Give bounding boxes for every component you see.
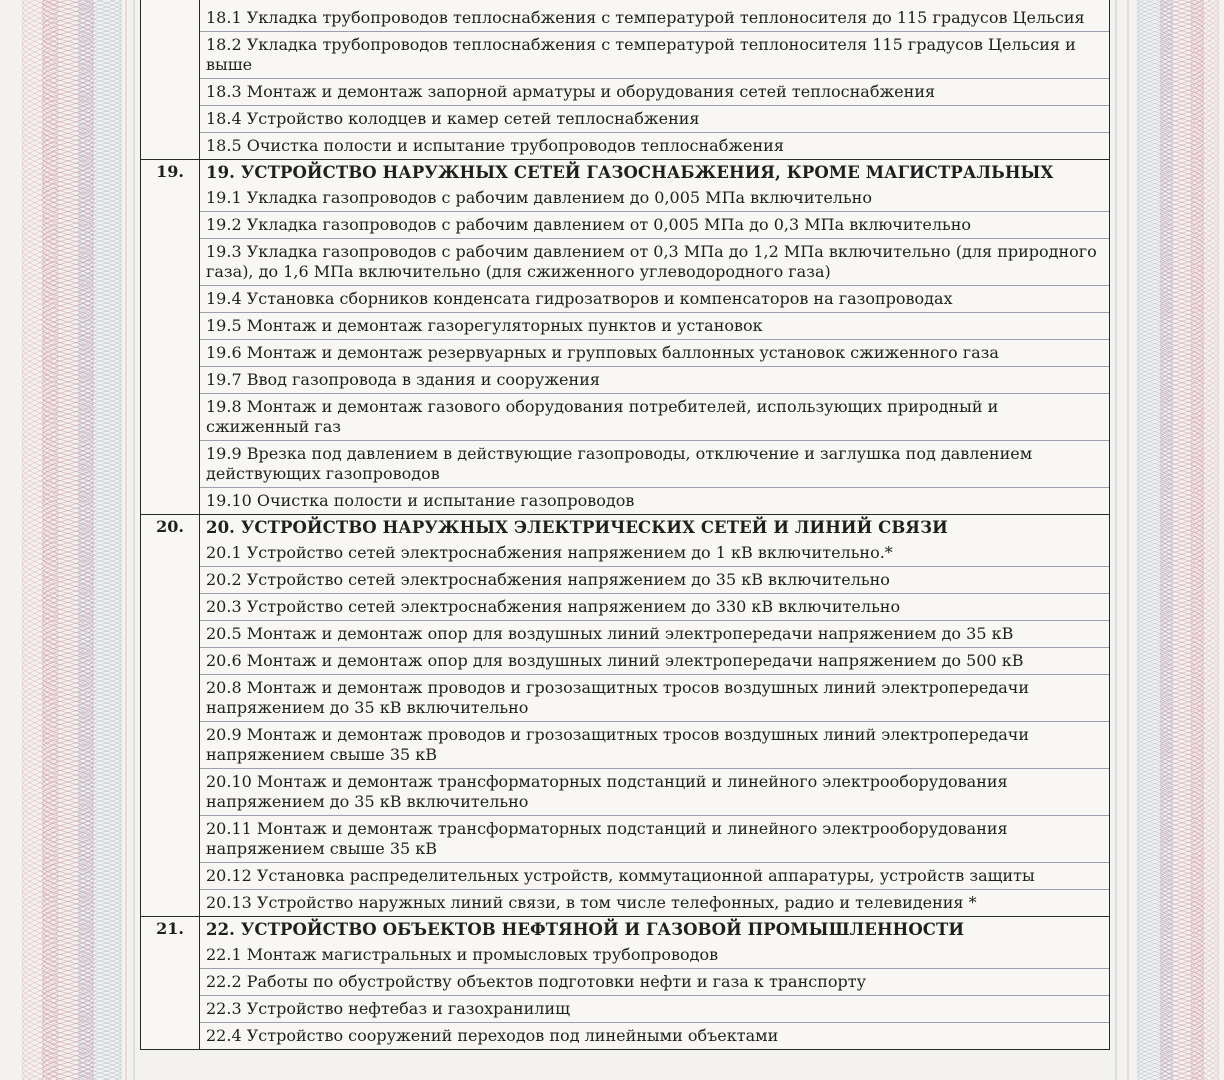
work-item: 22.3 Устройство нефтебаз и газохранилищ: [200, 995, 1109, 1022]
section-content-cell: [200, 917, 1110, 1050]
work-item: 19.2 Укладка газопроводов с рабочим давлением от 0,005 МПа до 0,3 МПа включительно: [200, 211, 1109, 238]
work-item: 19.1 Укладка газопроводов с рабочим давлением до 0,005 МПа включительно: [206, 188, 872, 207]
work-item: 20.10 Монтаж и демонтаж трансформаторных подстанций и линейного электрооборудования напряжением до 35 кВ включительно: [200, 768, 1109, 815]
work-item: 19.3 Укладка газопроводов с рабочим давлением от 0,3 МПа до 1,2 МПа включительно (для природного газа), до 1,6 МПа включительно (для сжиженного углеводородного газа): [200, 238, 1109, 285]
work-item: 18.2 Укладка трубопроводов теплоснабжения с температурой теплоносителя 115 градусов Цельсия и выше: [200, 31, 1109, 78]
work-item: 19.4 Установка сборников конденсата гидрозатворов и компенсаторов на газопроводах: [200, 285, 1109, 312]
section-title: 22. УСТРОЙСТВО ОБЪЕКТОВ НЕФТЯНОЙ И ГАЗОВОЙ ПРОМЫШЛЕННОСТИ: [206, 920, 965, 939]
work-item: 19.5 Монтаж и демонтаж газорегуляторных пунктов и установок: [200, 312, 1109, 339]
section-number: 19.: [156, 162, 184, 181]
section-content-cell: [200, 515, 1110, 917]
work-item: 19.7 Ввод газопровода в здания и сооружения: [200, 366, 1109, 393]
work-item: 20.8 Монтаж и демонтаж проводов и грозозащитных тросов воздушных линий электропередачи напряжением до 35 кВ включительно: [200, 674, 1109, 721]
section-title: 19. УСТРОЙСТВО НАРУЖНЫХ СЕТЕЙ ГАЗОСНАБЖЕНИЯ, КРОМЕ МАГИСТРАЛЬНЫХ: [206, 163, 1054, 182]
section-content-cell: [200, 0, 1110, 160]
work-item: 19.8 Монтаж и демонтаж газового оборудования потребителей, использующих природный и сжиженный газ: [200, 393, 1109, 440]
work-item: 20.11 Монтаж и демонтаж трансформаторных подстанций и линейного электрооборудования напряжением свыше 35 кВ: [200, 815, 1109, 862]
work-item: 18.3 Монтаж и демонтаж запорной арматуры и оборудования сетей теплоснабжения: [200, 78, 1109, 105]
section-number-cell: [141, 515, 200, 917]
work-item: 18.1 Укладка трубопроводов теплоснабжения с температурой теплоносителя до 115 градусов Цельсия: [206, 8, 1085, 27]
work-item: 18.4 Устройство колодцев и камер сетей теплоснабжения: [200, 105, 1109, 132]
section-number: 21.: [156, 919, 184, 938]
work-item: 20.12 Установка распределительных устройств, коммутационной аппаратуры, устройств защиты: [200, 862, 1109, 889]
section-number-cell: [141, 917, 200, 1050]
section-item-list: [200, 5, 1109, 159]
section-row: [141, 160, 1110, 515]
work-item: 20.3 Устройство сетей электроснабжения напряжением до 330 кВ включительно: [200, 593, 1109, 620]
work-item: 18.5 Очистка полости и испытание трубопроводов теплоснабжения: [200, 132, 1109, 159]
work-item: 20.9 Монтаж и демонтаж проводов и грозозащитных тросов воздушных линий электропередачи напряжением свыше 35 кВ: [200, 721, 1109, 768]
work-item: 20.1 Устройство сетей электроснабжения напряжением до 1 кВ включительно.*: [206, 543, 893, 562]
section-number-cell: [141, 0, 200, 160]
work-item: 20.13 Устройство наружных линий связи, в том числе телефонных, радио и телевидения *: [200, 889, 1109, 916]
section-number: 20.: [156, 517, 184, 536]
work-types-table: [140, 0, 1110, 1050]
work-item: 22.1 Монтаж магистральных и промысловых трубопроводов: [206, 945, 719, 964]
section-content-cell: [200, 160, 1110, 515]
section-title: 20. УСТРОЙСТВО НАРУЖНЫХ ЭЛЕКТРИЧЕСКИХ СЕТЕЙ И ЛИНИЙ СВЯЗИ: [206, 518, 948, 537]
section-number-cell: [141, 160, 200, 515]
section-item-list: [200, 185, 1109, 514]
section-row: [141, 0, 1110, 160]
section-row: [141, 917, 1110, 1050]
work-item: 19.10 Очистка полости и испытание газопроводов: [200, 487, 1109, 514]
work-item: 20.6 Монтаж и демонтаж опор для воздушных линий электропередачи напряжением до 500 кВ: [200, 647, 1109, 674]
section-item-list: [200, 942, 1109, 1049]
work-item: 22.4 Устройство сооружений переходов под линейными объектами: [200, 1022, 1109, 1049]
work-item: 19.6 Монтаж и демонтаж резервуарных и групповых баллонных установок сжиженного газа: [200, 339, 1109, 366]
work-item: 22.2 Работы по обустройству объектов подготовки нефти и газа к транспорту: [200, 968, 1109, 995]
work-item: 20.5 Монтаж и демонтаж опор для воздушных линий электропередачи напряжением до 35 кВ: [200, 620, 1109, 647]
section-row: [141, 515, 1110, 917]
work-item: 20.2 Устройство сетей электроснабжения напряжением до 35 кВ включительно: [200, 566, 1109, 593]
work-item: 19.9 Врезка под давлением в действующие газопроводы, отключение и заглушка под давлением действующих газопроводов: [200, 440, 1109, 487]
section-item-list: [200, 540, 1109, 916]
